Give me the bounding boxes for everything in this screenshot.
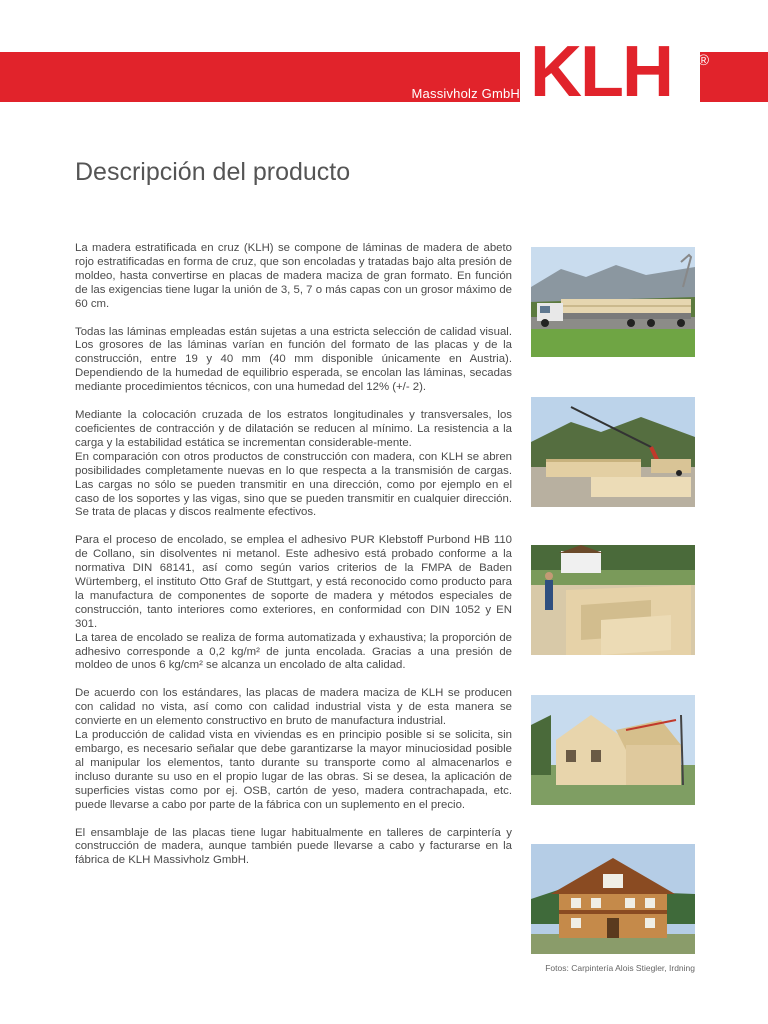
paragraph-4: En comparación con otros productos de construcción con madera, con KLH se abren posibilidades completamente nuevas en lo que respecta a la transmisión de cargas. Las cargas no sólo se pueden transmitir en una dirección, como por ejemplo en el caso de los soportes y las vigas, sino que se pueden transmitir en cualquier dirección. Se trata de placas y discos realmente efectivos.: [75, 450, 512, 519]
paragraph-1: La madera estratificada en cruz (KLH) se compone de láminas de madera de abeto rojo estratificadas en forma de cruz, que son encoladas y tratadas bajo alta presión de moldeo, hasta convertirse en placas de madera maciza de gran formato. En función de las exigencias tiene lugar la unión de 3, 5, 7 o más capas con un grosor máximo de 60 cm.: [75, 242, 512, 310]
crane-assembly-photo: [531, 397, 695, 507]
registered-mark: ®: [698, 52, 710, 69]
klh-logo: KLH: [530, 32, 672, 112]
wall-panels-photo: [531, 545, 695, 655]
paragraph-3: Mediante la colocación cruzada de los estratos longitudinales y transversales, los coeficientes de contracción y de dilatación se reducen al mínimo. La resistencia a la carga y la estabilidad estática se incrementan considerable-mente.: [75, 409, 512, 449]
truck-transport-photo: [531, 247, 695, 357]
photo-caption: Fotos: Carpintería Alois Stiegler, Irdning: [545, 963, 695, 973]
paragraph-6: La tarea de encolado se realiza de forma automatizada y exhaustiva; la proporción de adhesivo corresponde a 0,2 kg/m² de junta encolada. Gracias a una presión de moldeo de unos 6 kg/cm² se alcanza un encolado de alta calidad.: [75, 631, 512, 672]
paragraph-5: Para el proceso de encolado, se emplea el adhesivo PUR Klebstoff Purbond HB 110 de Collano, sin disolventes ni metanol. Este adhesivo está probado conforme a la normativa DIN 68141, así como según varios criterios de la FMPA de Baden Würtemberg, el instituto Otto Graf de Stuttgart, y está reconocido como producto para la manufactura de componentes de soporte de madera y métodos especiales de construcción, tanto interiores como exteriores, en conformidad con DIN 1052 y EN 301.: [75, 534, 512, 630]
paragraph-2: Todas las láminas empleadas están sujetas a una estricta selección de calidad visual. Los grosores de las láminas varían en función del formato de las placas y de la construcción, entre 19 y 40 mm (40 mm disponible únicamente en Austria). Dependiendo de la humedad de equilibrio esperada, se encolan las láminas, secadas mediante procedimientos técnicos, con una humedad del 12% (+/- 2).: [75, 325, 512, 394]
finished-chalet-photo: [531, 844, 695, 954]
paragraph-7: De acuerdo con los estándares, las placas de madera maciza de KLH se producen con calidad no vista, así como con calidad industrial vista y de esta manera se convierte en un elemento constructivo en bruto de manufactura industrial.: [75, 687, 512, 728]
paragraph-8: La producción de calidad vista en viviendas es en principio posible si se solicita, sin embargo, es necesario señalar que debe garantizarse la mayor minuciosidad posible al manipular los elementos, tanto durante su transporte como al almacenarlos e incluso durante su uso en el propio lugar de las obras. Si se desea, la aplicación de superficies vistas como por ej. OSB, cartón de yeso, madera contrachapada, etc. puede llevarse a cabo por parte de la fábrica con un suplemento en el precio.: [75, 729, 512, 811]
company-name: Massivholz GmbH: [411, 86, 520, 101]
house-frame-photo: [531, 695, 695, 805]
body-text: [75, 242, 512, 882]
page-title: Descripción del producto: [75, 158, 351, 186]
paragraph-9: El ensamblaje de las placas tiene lugar habitualmente en talleres de carpintería y construcción de madera, aunque también puede llevarse a cabo y facturarse en la fábrica de KLH Massivholz GmbH.: [75, 826, 512, 867]
